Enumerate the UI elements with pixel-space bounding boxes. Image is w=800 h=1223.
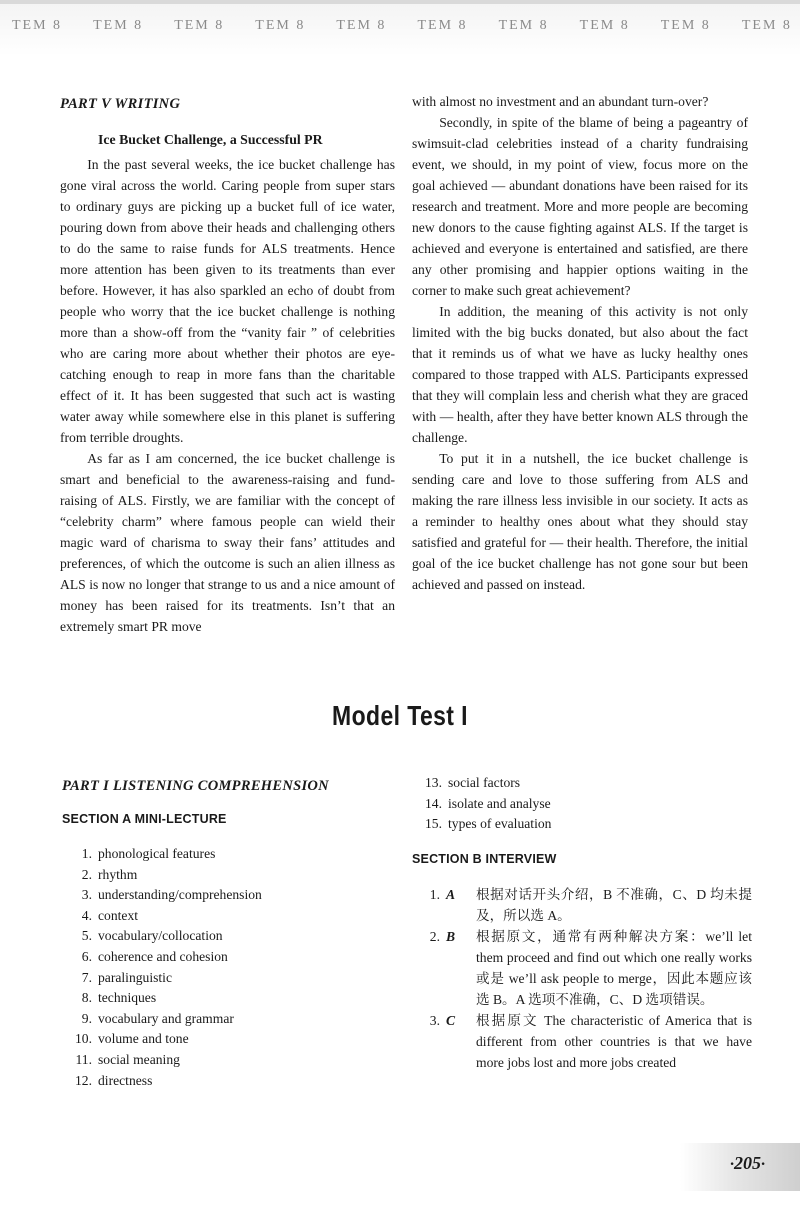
answer-letter: A (446, 886, 456, 902)
mini-lecture-item (412, 814, 752, 835)
item-text: vocabulary/collocation (98, 928, 223, 944)
item-number: 10. (75, 1031, 92, 1047)
header-band-label: TEM 8 (417, 18, 468, 33)
mini-lecture-item (62, 968, 397, 989)
item-text: volume and tone (98, 1031, 189, 1047)
mini-lecture-item (62, 1009, 397, 1030)
item-number: 15. (425, 816, 442, 832)
header-band-label: TEM 8 (255, 18, 306, 33)
header-band-label: TEM 8 (93, 18, 144, 33)
item-text: context (98, 907, 139, 923)
item-text: phonological features (98, 846, 216, 861)
mini-lecture-item (62, 926, 397, 947)
item-text: coherence and cohesion (98, 948, 228, 964)
section-b-heading: SECTION B INTERVIEW (412, 851, 557, 866)
answer-explanation: 根据对话开头介绍，B 不准确，C、D 均未提及，所以选 A。 (476, 886, 752, 923)
item-number: 2. (81, 866, 92, 882)
item-number: 7. (81, 969, 92, 985)
answer-letter: B (446, 928, 456, 944)
interview-answer (412, 1010, 752, 1073)
answer-number: 2. (429, 928, 440, 944)
item-number: 8. (81, 990, 92, 1006)
listening-right-column (412, 773, 752, 1073)
item-text: isolate and analyse (448, 795, 551, 811)
running-header-band (0, 0, 800, 56)
mini-lecture-item (412, 794, 752, 815)
mini-lecture-list (62, 844, 397, 1091)
interview-answer (412, 926, 752, 1010)
listening-left-column (62, 776, 397, 1091)
item-number: 9. (81, 1010, 92, 1026)
item-number: 12. (75, 1072, 92, 1088)
header-band-label: TEM 8 (12, 18, 63, 33)
mini-lecture-item (62, 1029, 397, 1050)
essay-title: Ice Bucket Challenge, a Successful PR (98, 132, 323, 147)
header-band-label: TEM 8 (741, 18, 792, 33)
header-band-label: TEM 8 (579, 18, 630, 33)
mini-lecture-item (62, 865, 397, 886)
mini-lecture-list-continued (412, 773, 752, 835)
item-number: 6. (81, 948, 92, 964)
item-number: 4. (81, 907, 92, 923)
item-text: types of evaluation (448, 816, 552, 832)
item-text: directness (98, 1072, 153, 1088)
page-number: ·205· (730, 1153, 765, 1173)
page-number-block (680, 1143, 800, 1191)
model-test-title: Model Test I (332, 700, 468, 731)
section-a-heading: SECTION A MINI-LECTURE (62, 812, 227, 826)
item-number: 13. (425, 775, 442, 790)
writing-right-column (412, 91, 748, 595)
essay-paragraph-3: Secondly, in spite of the blame of being a pageantry of swimsuit-clad celebrities instead of a charity fundraising event, we should, in my point of view, focus more on the goal achieved — abundant donations have been raised for its research and treatment. More and more people are becoming new donors to the cause fighting against ALS. If the target is achieved and everyone is entertained and satisfied, are there any other promising and happier options waiting in the corner to make such great achievement? (412, 115, 748, 298)
header-band-label: TEM 8 (660, 18, 711, 33)
page-number-text: 205 (734, 1153, 761, 1173)
mini-lecture-item (62, 906, 397, 927)
mini-lecture-item (62, 1071, 397, 1092)
part-i-heading: PART I LISTENING COMPREHENSION (62, 778, 329, 794)
answer-letter: C (446, 1012, 456, 1028)
essay-paragraph-2: As far as I am concerned, the ice bucket challenge is smart and beneficial to the awareness-raising and fund-raising of ALS. Firstly, we are familiar with the concept of “celebrity charm” where famous people can wield their magic ward of charisma to sway their fans’ attitudes and preferences, of which the outcome is such an alien illness as ALS is now no longer that strange to us and a nice amount of money has been raised for its treatments. Isn’t that an extremely smart PR move (60, 451, 395, 634)
mini-lecture-item (412, 773, 752, 794)
essay-paragraph-4: In addition, the meaning of this activity is not only limited with the big bucks donated, but also about the fact that it reminds us of what we have as lucky healthy ones compared to those trapped with ALS. Participants expressed that they will complain less and cherish what they are graced with — health, after they have better known ALS through the challenge. (412, 304, 748, 445)
interview-answer (412, 884, 752, 926)
item-text: social meaning (98, 1051, 180, 1067)
item-text: vocabulary and grammar (98, 1010, 234, 1026)
mini-lecture-item (62, 844, 397, 865)
essay-paragraph-1: In the past several weeks, the ice bucket challenge has gone viral across the world. Caring people from super stars to ordinary guys are picking up a bucket full of ice water, pouring down from above their heads and challenging others to do the same to raise funds for ALS treatments. Hence more attention has been given to its treatments than ever before. However, it has also sparkled an echo of doubt from people who worry that the ice bucket challenge is nothing more than a show-off from the “vanity fair ” of celebrities who are caring more about whether their photos are eye-catching enough to reap in more fans than the charitable effect of it. It has been suggested that such act is wasting water away while somewhere else in this planet is suffering from terrible droughts. (60, 157, 395, 445)
answer-number: 1. (429, 886, 440, 902)
answer-explanation: 根据原文，通常有两种解决方案：we’ll let them proceed and find out which one really works 或是 we’ll ask people to merge，因此本题应该选 B。A 选项不准确，C、D 选项错误。 (476, 928, 752, 1007)
essay-continuation: with almost no investment and an abundant turn-over? (412, 94, 709, 109)
item-text: understanding/comprehension (98, 887, 262, 903)
mini-lecture-item (62, 988, 397, 1009)
mini-lecture-item (62, 1050, 397, 1071)
mini-lecture-item (62, 885, 397, 906)
item-number: 5. (81, 928, 92, 944)
answer-number: 3. (429, 1012, 440, 1028)
item-number: 11. (75, 1051, 92, 1067)
header-band-label: TEM 8 (336, 18, 387, 33)
item-text: rhythm (98, 866, 138, 882)
item-text: techniques (98, 990, 157, 1006)
item-number: 3. (81, 887, 92, 903)
header-band-label: TEM 8 (174, 18, 225, 33)
item-number: 14. (425, 795, 442, 811)
interview-answers (412, 884, 752, 1073)
item-text: social factors (448, 775, 521, 790)
header-band-label: TEM 8 (498, 18, 549, 33)
item-text: paralinguistic (98, 969, 172, 985)
essay-paragraph-5: To put it in a nutshell, the ice bucket challenge is sending care and love to those suffering from ALS and making the rare illness less invisible in our society. It acts as a reminder to healthy ones about what they should stay satisfied and grateful for — their health. Therefore, the initial goal of the ice bucket challenge has not gone sour but been achieved and passed on instead. (412, 451, 748, 592)
part-v-heading: PART V WRITING (60, 96, 181, 112)
writing-left-column (60, 94, 395, 637)
mini-lecture-item (62, 947, 397, 968)
item-number: 1. (81, 846, 92, 861)
answer-explanation: 根据原文 The characteristic of America that is different from other countries is that we have more jobs lost and more jobs created (476, 1012, 752, 1070)
